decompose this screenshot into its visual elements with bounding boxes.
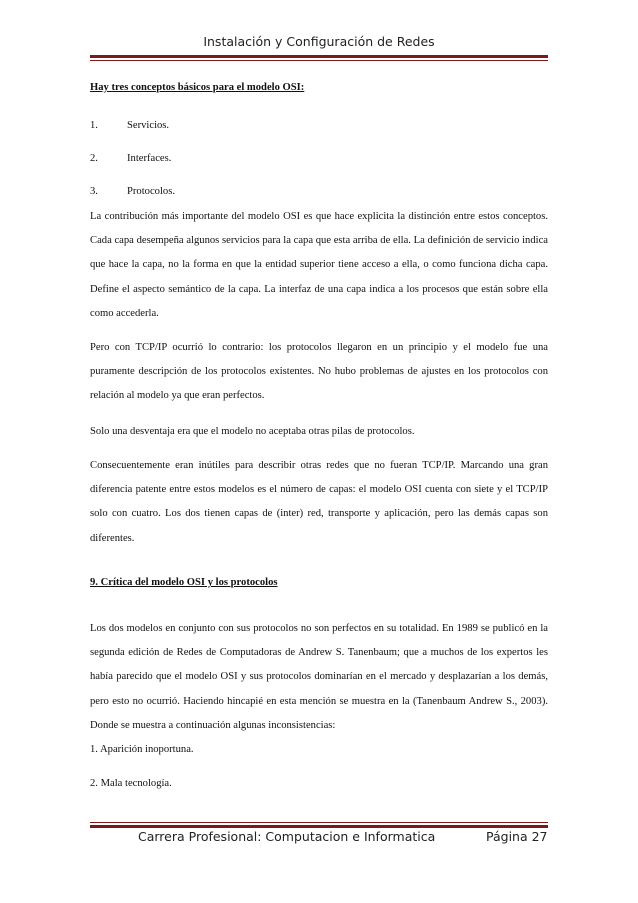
paragraph-critique: Los dos modelos en conjunto con sus protocolos no son perfectos en su totalidad. En 1989 se publicó en la segunda edición de Redes de Computadoras de Andrew S. Tanenbaum; que a muchos de los expertos les había parecido que el modelo OSI y sus protocolos dominarían en el mercado y desplazarían a los demás, pero esto no ocurrió. Haciendo hincapié en esta mención se muestra en la (Tanenbaum Andrew S., 2003). Donde se muestra a continuación algunas inconsistencias: — [90, 623, 548, 731]
footer-rule-thick — [90, 825, 548, 828]
footer-program: Carrera Profesional: Computacion e Informatica — [138, 829, 436, 844]
list-item: 1. Aparición inoportuna. — [90, 744, 194, 755]
header-rule-thin — [90, 60, 548, 61]
list-item-number: 1. — [90, 120, 98, 131]
list-item-number: 2. — [90, 153, 98, 164]
paragraph-osi-contribution: La contribución más importante del modelo OSI es que hace explicita la distinción entre estos conceptos. Cada capa desempeña algunos servicios para la capa que esta arriba de ella. La definición de servicio indica que hace la capa, no la forma en que la entidad superior tiene acceso a ella, o como funciona dicha capa. Define el aspecto semántico de la capa. La interfaz de una capa indica a los procesos que están sobre ella como accederla. — [90, 211, 548, 319]
list-item-label: Protocolos. — [127, 186, 175, 197]
list-item-label: Interfaces. — [127, 153, 172, 164]
list-item: 2. Mala tecnología. — [90, 778, 172, 789]
paragraph-disadvantage: Solo una desventaja era que el modelo no aceptaba otras pilas de protocolos. — [90, 426, 415, 437]
section-intro-heading: Hay tres conceptos básicos para el modelo OSI: — [90, 82, 305, 93]
footer-page-number: Página 27 — [486, 829, 548, 844]
section-9-heading: 9. Crítica del modelo OSI y los protocolos — [90, 577, 278, 588]
footer-rule-thin — [90, 822, 548, 823]
header-rule-thick — [90, 55, 548, 58]
list-item — [90, 120, 169, 131]
list-item-number: 3. — [90, 186, 98, 197]
list-item — [90, 186, 175, 197]
list-item — [90, 153, 171, 164]
paragraph-tcpip: Pero con TCP/IP ocurrió lo contrario: los protocolos llegaron en un principio y el modelo fue una puramente descripción de los protocolos existentes. No hubo problemas de ajustes en los protocolos con relación al modelo ya que eran perfectos. — [90, 342, 548, 402]
paragraph-consequently: Consecuentemente eran inútiles para describir otras redes que no fueran TCP/IP. Marcando una gran diferencia patente entre estos modelos es el número de capas: el modelo OSI cuenta con siete y el TCP/IP solo con cuatro. Los dos tienen capas de (inter) red, transporte y aplicación, pero las demás capas son diferentes. — [90, 460, 548, 544]
list-item-label: Servicios. — [127, 120, 170, 131]
page-header-title: Instalación y Configuración de Redes — [203, 34, 435, 49]
